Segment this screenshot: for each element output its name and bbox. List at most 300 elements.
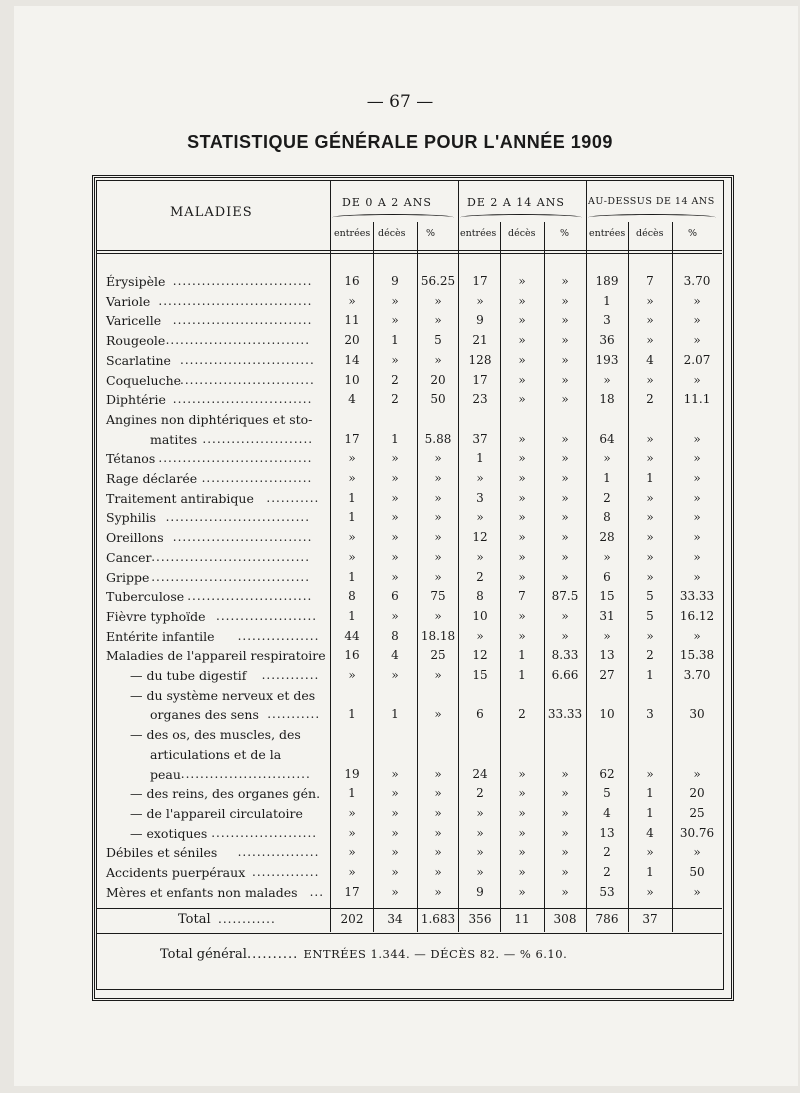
table-cell: 4 bbox=[603, 805, 611, 820]
table-cell: 2 bbox=[518, 707, 526, 722]
table-cell: » bbox=[476, 471, 484, 485]
table-cell: » bbox=[391, 451, 399, 466]
table-cell: 128 bbox=[468, 352, 492, 367]
table-cell: 8 bbox=[348, 589, 356, 604]
sub-deces: décès bbox=[636, 228, 664, 239]
row-leader: ................. bbox=[237, 628, 320, 643]
table-cell: » bbox=[646, 549, 654, 564]
table-cell: 1 bbox=[603, 471, 611, 485]
table-cell: 25 bbox=[689, 805, 705, 820]
table-cell: » bbox=[434, 668, 442, 682]
table-cell: » bbox=[693, 845, 701, 860]
table-cell: 33.33 bbox=[679, 589, 715, 604]
row-leader: ................................. bbox=[151, 549, 311, 564]
table-cell: » bbox=[391, 510, 399, 525]
table-cell: » bbox=[348, 549, 356, 564]
row-leader: ..................... bbox=[216, 608, 318, 623]
col-rule bbox=[628, 222, 629, 932]
row-leader: ................................ bbox=[158, 293, 313, 308]
table-cell: 4 bbox=[348, 392, 356, 407]
table-cell: 56.25 bbox=[420, 274, 456, 288]
table-cell: » bbox=[434, 865, 442, 879]
header-group-2-14: DE 2 A 14 ANS bbox=[467, 196, 565, 209]
table-cell: 1 bbox=[476, 451, 484, 466]
table-cell: » bbox=[693, 293, 701, 308]
row-label: Syphilis bbox=[106, 510, 157, 526]
table-cell: » bbox=[561, 431, 569, 446]
row-label: Débiles et séniles bbox=[106, 845, 218, 861]
table-cell: 15 bbox=[599, 589, 615, 604]
row-leader: ................................ bbox=[158, 451, 313, 466]
total-general-text: ENTRÉES 1.344. — DÉCÈS 82. — % 6.10. bbox=[303, 947, 568, 961]
table-cell: 5 bbox=[646, 589, 654, 604]
row-label: — des os, des muscles, des bbox=[130, 727, 301, 743]
table-cell: » bbox=[646, 451, 654, 466]
table-cell: » bbox=[646, 845, 654, 860]
row-leader: ............ bbox=[261, 668, 320, 682]
table-cell: » bbox=[391, 549, 399, 564]
table-cell: » bbox=[646, 293, 654, 308]
table-cell: 1 bbox=[348, 608, 356, 623]
total-cell: 356 bbox=[468, 912, 492, 926]
table-cell: » bbox=[434, 471, 442, 485]
table-cell: » bbox=[434, 845, 442, 860]
row-leader: ... bbox=[309, 884, 325, 899]
row-label: matites bbox=[150, 431, 198, 447]
header-maladies: MALADIES bbox=[170, 205, 253, 220]
table-cell: » bbox=[391, 825, 399, 840]
table-cell: 15.38 bbox=[679, 648, 715, 663]
table-cell: » bbox=[434, 766, 442, 781]
total-cell: 11 bbox=[514, 912, 530, 926]
row-label: Entérite infantile bbox=[106, 628, 215, 644]
table-cell: » bbox=[434, 451, 442, 466]
table-cell: 12 bbox=[472, 530, 488, 545]
row-leader: .............................. bbox=[165, 510, 311, 525]
table-cell: » bbox=[518, 608, 526, 623]
table-cell: 10 bbox=[599, 707, 615, 722]
table-cell: 7 bbox=[518, 589, 526, 604]
row-leader: ............................ bbox=[180, 372, 315, 387]
table-cell: » bbox=[391, 668, 399, 682]
table-cell: 1 bbox=[646, 865, 654, 879]
table-cell: 25 bbox=[430, 648, 446, 663]
table-cell: 2 bbox=[391, 372, 399, 387]
table-cell: 1 bbox=[391, 333, 399, 348]
table-cell: 3 bbox=[476, 490, 484, 505]
table-cell: 8 bbox=[603, 510, 611, 525]
table-cell: » bbox=[518, 431, 526, 446]
table-cell: » bbox=[434, 293, 442, 308]
table-cell: » bbox=[561, 825, 569, 840]
table-cell: » bbox=[476, 549, 484, 564]
table-cell: » bbox=[391, 884, 399, 899]
table-cell: » bbox=[391, 352, 399, 367]
total-general-leader: .......... bbox=[246, 947, 304, 962]
row-label: Cancer bbox=[106, 549, 152, 565]
table-cell: » bbox=[693, 333, 701, 348]
table-cell: » bbox=[476, 805, 484, 820]
row-leader: ...................... bbox=[211, 825, 318, 840]
table-cell: 3.70 bbox=[683, 274, 711, 288]
table-cell: 27 bbox=[599, 668, 615, 682]
table-cell: » bbox=[693, 530, 701, 545]
table-cell: » bbox=[518, 372, 526, 387]
row-leader: ........................... bbox=[180, 766, 311, 781]
table-cell: 9 bbox=[476, 884, 484, 899]
table-cell: 19 bbox=[344, 766, 360, 781]
table-cell: » bbox=[561, 372, 569, 387]
sub-entrees: entrées bbox=[460, 228, 497, 239]
row-leader: ............................ bbox=[180, 352, 315, 367]
table-cell: » bbox=[518, 392, 526, 407]
row-leader: ............................. bbox=[172, 313, 313, 328]
table-cell: 62 bbox=[599, 766, 615, 781]
table-cell: 11.1 bbox=[683, 392, 711, 407]
table-cell: 6 bbox=[603, 569, 611, 584]
table-cell: 9 bbox=[391, 274, 399, 288]
table-cell: » bbox=[561, 451, 569, 466]
sub-entrees: entrées bbox=[334, 228, 371, 239]
row-label: peau bbox=[150, 766, 181, 782]
table-cell: » bbox=[646, 333, 654, 348]
table-cell: 2 bbox=[603, 490, 611, 505]
table-cell: 13 bbox=[599, 648, 615, 663]
row-label: Grippe bbox=[106, 569, 150, 585]
table-cell: » bbox=[561, 628, 569, 643]
row-label: Maladies de l'appareil respiratoire bbox=[106, 648, 326, 664]
table-cell: » bbox=[391, 865, 399, 879]
table-cell: » bbox=[476, 510, 484, 525]
header-brace bbox=[460, 214, 582, 221]
row-leader: ....................... bbox=[201, 471, 313, 485]
table-cell: » bbox=[391, 845, 399, 860]
table-cell: » bbox=[693, 451, 701, 466]
table-cell: 20 bbox=[689, 786, 705, 801]
table-cell: 3.70 bbox=[683, 668, 711, 682]
header-group-14plus: AU-DESSUS DE 14 ANS bbox=[588, 196, 715, 207]
table-cell: » bbox=[391, 471, 399, 485]
table-cell: » bbox=[518, 313, 526, 328]
table-cell: » bbox=[476, 825, 484, 840]
table-cell: 1 bbox=[391, 431, 399, 446]
table-cell: » bbox=[646, 490, 654, 505]
table-cell: » bbox=[646, 884, 654, 899]
table-cell: 193 bbox=[595, 352, 619, 367]
row-label: Tuberculose bbox=[106, 589, 185, 605]
table-cell: » bbox=[518, 293, 526, 308]
table-cell: 2 bbox=[476, 786, 484, 801]
table-cell: » bbox=[391, 490, 399, 505]
table-cell: 1 bbox=[646, 786, 654, 801]
total-cell: 308 bbox=[553, 912, 577, 926]
table-cell: » bbox=[603, 372, 611, 387]
table-cell: 20 bbox=[344, 333, 360, 348]
row-label: — de l'appareil circulatoire bbox=[130, 805, 303, 821]
row-leader: ............................. bbox=[172, 392, 313, 407]
row-label: Rougeole bbox=[106, 333, 166, 349]
row-label: Varicelle bbox=[106, 313, 162, 329]
table-cell: » bbox=[476, 865, 484, 879]
table-cell: » bbox=[518, 628, 526, 643]
table-cell: 30 bbox=[689, 707, 705, 722]
table-cell: » bbox=[561, 490, 569, 505]
table-cell: 50 bbox=[689, 865, 705, 879]
total-cell: 37 bbox=[642, 912, 658, 926]
table-cell: » bbox=[561, 333, 569, 348]
table-cell: » bbox=[434, 490, 442, 505]
table-cell: 5 bbox=[434, 333, 442, 348]
row-leader: ............................. bbox=[172, 274, 313, 288]
table-cell: » bbox=[518, 805, 526, 820]
col-rule bbox=[500, 222, 501, 932]
table-cell: » bbox=[518, 530, 526, 545]
table-cell: 17 bbox=[344, 884, 360, 899]
table-cell: » bbox=[693, 628, 701, 643]
table-cell: 2 bbox=[646, 392, 654, 407]
table-cell: 24 bbox=[472, 766, 488, 781]
table-cell: 18.18 bbox=[420, 628, 456, 643]
table-cell: » bbox=[348, 471, 356, 485]
row-leader: ............................. bbox=[172, 530, 313, 545]
table-cell: » bbox=[561, 569, 569, 584]
table-cell: » bbox=[391, 786, 399, 801]
table-cell: » bbox=[434, 608, 442, 623]
table-cell: 1 bbox=[646, 471, 654, 485]
table-cell: » bbox=[646, 372, 654, 387]
table-cell: 5.88 bbox=[424, 431, 452, 446]
table-cell: » bbox=[476, 628, 484, 643]
table-cell: » bbox=[693, 766, 701, 781]
table-cell: 16 bbox=[344, 648, 360, 663]
table-cell: » bbox=[518, 766, 526, 781]
table-cell: » bbox=[561, 274, 569, 288]
table-cell: 6.66 bbox=[551, 668, 579, 682]
sub-deces: décès bbox=[378, 228, 406, 239]
table-cell: » bbox=[391, 569, 399, 584]
row-label: Fièvre typhoïde bbox=[106, 608, 206, 624]
table-cell: 16 bbox=[344, 274, 360, 288]
row-leader: ................. bbox=[237, 845, 320, 860]
table-cell: » bbox=[561, 805, 569, 820]
total-cell: 1.683 bbox=[420, 912, 456, 926]
sub-entrees: entrées bbox=[589, 228, 626, 239]
table-cell: 1 bbox=[646, 668, 654, 682]
row-leader: ........... bbox=[267, 707, 321, 722]
table-cell: 20 bbox=[430, 372, 446, 387]
table-cell: » bbox=[693, 313, 701, 328]
table-cell: 1 bbox=[603, 293, 611, 308]
table-cell: 30.76 bbox=[679, 825, 715, 840]
table-cell: » bbox=[476, 845, 484, 860]
table-cell: » bbox=[518, 786, 526, 801]
table-cell: » bbox=[693, 471, 701, 485]
table-cell: » bbox=[434, 825, 442, 840]
table-cell: 4 bbox=[391, 648, 399, 663]
table-cell: 7 bbox=[646, 274, 654, 288]
table-cell: » bbox=[518, 333, 526, 348]
table-cell: » bbox=[434, 313, 442, 328]
table-cell: » bbox=[434, 707, 442, 722]
table-cell: 1 bbox=[348, 569, 356, 584]
table-cell: 15 bbox=[472, 668, 488, 682]
sub-percent: % bbox=[426, 228, 436, 239]
row-label: Accidents puerpéraux bbox=[106, 865, 246, 880]
table-cell: » bbox=[518, 825, 526, 840]
table-cell: 5 bbox=[646, 608, 654, 623]
row-label: Variole bbox=[106, 293, 151, 309]
table-cell: » bbox=[646, 628, 654, 643]
table-cell: 8 bbox=[391, 628, 399, 643]
table-cell: 1 bbox=[518, 668, 526, 682]
table-cell: » bbox=[561, 884, 569, 899]
table-cell: 44 bbox=[344, 628, 360, 643]
table-cell: » bbox=[434, 549, 442, 564]
table-cell: » bbox=[518, 549, 526, 564]
table-cell: 37 bbox=[472, 431, 488, 446]
table-cell: 1 bbox=[348, 490, 356, 505]
header-brace bbox=[588, 214, 716, 221]
table-cell: » bbox=[561, 865, 569, 879]
table-cell: » bbox=[646, 530, 654, 545]
row-label: Mères et enfants non malades bbox=[106, 884, 298, 900]
row-leader: ....................... bbox=[202, 431, 314, 446]
table-cell: » bbox=[561, 786, 569, 801]
sub-deces: décès bbox=[508, 228, 536, 239]
table-cell: » bbox=[348, 668, 356, 682]
table-cell: » bbox=[518, 471, 526, 485]
total-cell: 202 bbox=[340, 912, 364, 926]
table-cell: » bbox=[646, 766, 654, 781]
row-leader: .............................. bbox=[165, 333, 311, 348]
table-cell: 21 bbox=[472, 333, 488, 348]
table-cell: 12 bbox=[472, 648, 488, 663]
total-cell: 786 bbox=[595, 912, 619, 926]
table-cell: 8 bbox=[476, 589, 484, 604]
table-cell: » bbox=[348, 865, 356, 879]
table-cell: » bbox=[434, 510, 442, 525]
row-label: Tétanos bbox=[106, 451, 156, 467]
row-label: organes des sens bbox=[150, 707, 259, 723]
table-cell: 16.12 bbox=[679, 608, 715, 623]
table-cell: » bbox=[693, 490, 701, 505]
table-cell: 31 bbox=[599, 608, 615, 623]
table-cell: » bbox=[646, 569, 654, 584]
table-cell: 2 bbox=[476, 569, 484, 584]
table-cell: » bbox=[693, 549, 701, 564]
table-cell: » bbox=[391, 293, 399, 308]
col-rule bbox=[330, 180, 331, 932]
row-label: Scarlatine bbox=[106, 352, 171, 368]
table-cell: 5 bbox=[603, 786, 611, 801]
table-cell: » bbox=[391, 530, 399, 545]
table-cell: 10 bbox=[472, 608, 488, 623]
table-cell: 2 bbox=[603, 845, 611, 860]
table-cell: » bbox=[518, 274, 526, 288]
table-cell: 2.07 bbox=[683, 352, 711, 367]
table-cell: 3 bbox=[646, 707, 654, 722]
table-cell: 14 bbox=[344, 352, 360, 367]
table-cell: 189 bbox=[595, 274, 619, 288]
table-cell: 10 bbox=[344, 372, 360, 387]
table-cell: » bbox=[561, 766, 569, 781]
table-cell: 36 bbox=[599, 333, 615, 348]
table-cell: » bbox=[391, 766, 399, 781]
table-cell: 11 bbox=[344, 313, 360, 328]
table-cell: 8.33 bbox=[551, 648, 579, 663]
header-group-0-2: DE 0 A 2 ANS bbox=[342, 196, 432, 209]
total-general-label: Total général bbox=[160, 947, 247, 962]
sub-percent: % bbox=[688, 228, 698, 239]
table-cell: » bbox=[518, 865, 526, 879]
table-cell: 2 bbox=[391, 392, 399, 407]
table-cell: » bbox=[391, 313, 399, 328]
table-cell: » bbox=[434, 530, 442, 545]
table-cell: » bbox=[518, 884, 526, 899]
table-cell: 4 bbox=[646, 825, 654, 840]
table-cell: 1 bbox=[518, 648, 526, 663]
table-cell: 17 bbox=[344, 431, 360, 446]
col-rule bbox=[373, 222, 374, 932]
row-label: articulations et de la bbox=[150, 746, 282, 762]
table-cell: » bbox=[434, 352, 442, 367]
table-cell: 1 bbox=[348, 510, 356, 525]
table-cell: 6 bbox=[391, 589, 399, 604]
row-label: Coqueluche bbox=[106, 372, 182, 388]
table-cell: 50 bbox=[430, 392, 446, 407]
row-leader: ................................. bbox=[151, 569, 311, 584]
total-leader: ............ bbox=[218, 912, 276, 926]
table-cell: 33.33 bbox=[547, 707, 583, 722]
table-cell: » bbox=[561, 530, 569, 545]
table-cell: » bbox=[693, 431, 701, 446]
table-cell: » bbox=[561, 392, 569, 407]
sub-percent: % bbox=[560, 228, 570, 239]
row-label: Oreillons bbox=[106, 530, 164, 546]
table-cell: » bbox=[561, 352, 569, 367]
row-leader: .............. bbox=[252, 865, 320, 879]
page-number: — 67 — bbox=[366, 92, 434, 112]
table-cell: » bbox=[518, 510, 526, 525]
table-cell: 4 bbox=[646, 352, 654, 367]
table-cell: » bbox=[561, 549, 569, 564]
row-label: Érysipèle bbox=[106, 274, 166, 289]
table-cell: » bbox=[518, 845, 526, 860]
table-cell: » bbox=[348, 451, 356, 466]
table-cell: 75 bbox=[430, 589, 446, 604]
table-cell: 28 bbox=[599, 530, 615, 545]
table-cell: 64 bbox=[599, 431, 615, 446]
table-cell: 1 bbox=[348, 707, 356, 722]
table-cell: 1 bbox=[391, 707, 399, 722]
table-cell: » bbox=[348, 805, 356, 820]
table-cell: » bbox=[518, 490, 526, 505]
table-cell: 3 bbox=[603, 313, 611, 328]
page-title: STATISTIQUE GÉNÉRALE POUR L'ANNÉE 1909 bbox=[187, 132, 613, 152]
table-cell: » bbox=[434, 786, 442, 801]
table-cell: 53 bbox=[599, 884, 615, 899]
table-cell: 2 bbox=[603, 865, 611, 879]
row-label: Traitement antirabique bbox=[106, 490, 254, 506]
table-cell: » bbox=[561, 293, 569, 308]
table-cell: 6 bbox=[476, 707, 484, 722]
table-cell: 9 bbox=[476, 313, 484, 328]
table-cell: » bbox=[693, 569, 701, 584]
table-cell: » bbox=[518, 451, 526, 466]
table-cell: » bbox=[434, 884, 442, 899]
table-cell: 2 bbox=[646, 648, 654, 663]
table-cell: » bbox=[561, 313, 569, 328]
